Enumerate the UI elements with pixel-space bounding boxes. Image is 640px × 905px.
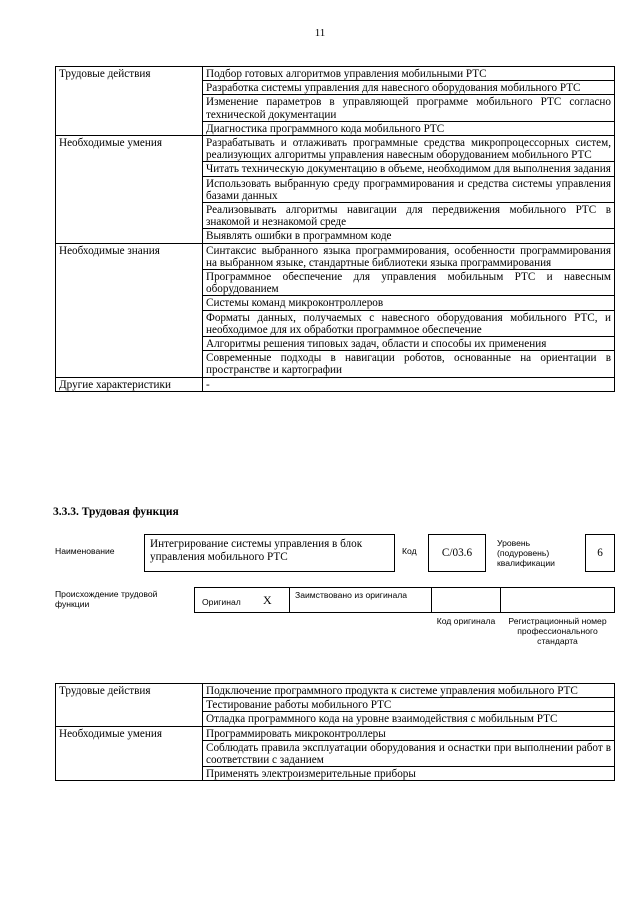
- reg-number-label: Регистрационный номер профессионального стандарта: [508, 616, 607, 646]
- row-item: Выявлять ошибки в программном коде: [203, 229, 615, 243]
- code-value-box: [428, 534, 486, 572]
- row-item: Разработка системы управления для навесного оборудования мобильного РТС: [203, 81, 615, 95]
- row-item: Системы команд микроконтроллеров: [203, 296, 615, 310]
- row-item: Синтаксис выбранного языка программирования, особенности программирования на выбранном языке, стандартные библиотеки языка программирования: [203, 243, 615, 269]
- borrowed-label: Заимствовано из оригинала: [295, 590, 408, 600]
- table-row: [56, 67, 615, 81]
- row-item: Отладка программного кода на уровне взаимодействия с мобильным РТС: [203, 712, 615, 726]
- level-label: Уровень (подуровень) квалификации: [497, 538, 555, 568]
- row-label: Трудовые действия: [56, 67, 203, 136]
- row-item: Форматы данных, получаемых с навесного оборудования мобильного РТС, и необходимое для их обработки программное обеспечение: [203, 310, 615, 336]
- table-row: [56, 726, 615, 740]
- row-label: Другие характеристики: [56, 377, 203, 391]
- original-mark: Х: [263, 593, 272, 607]
- row-item: -: [203, 377, 615, 391]
- labor-function-table-1: [55, 66, 615, 392]
- row-item: Разрабатывать и отлаживать программные средства микропроцессорных систем, реализующих алгоритмы управления навесным оборудованием мобильного РТС: [203, 136, 615, 162]
- row-item: Алгоритмы решения типовых задач, области и способы их применения: [203, 337, 615, 351]
- row-item: Подключение программного продукта к системе управления мобильного РТС: [203, 684, 615, 698]
- page-number: 11: [314, 27, 326, 39]
- reg-number-box: [500, 587, 615, 613]
- level-value-box: [585, 534, 615, 572]
- table-row: [56, 136, 615, 162]
- section-title: 3.3.3. Трудовая функция: [53, 506, 179, 518]
- row-item: Читать техническую документацию в объеме, необходимом для выполнения задания: [203, 162, 615, 176]
- labor-function-table-2: [55, 683, 615, 781]
- origin-label: Происхождение трудовой функции: [55, 589, 158, 609]
- row-label: Трудовые действия: [56, 684, 203, 727]
- name-label: Наименование: [55, 546, 115, 556]
- borrowed-box: [289, 587, 432, 613]
- name-value-box: [144, 534, 395, 572]
- row-item: Реализовывать алгоритмы навигации для передвижения мобильного РТС в знакомой и незнакомой среде: [203, 203, 615, 229]
- row-item: Тестирование работы мобильного РТС: [203, 698, 615, 712]
- row-item: Соблюдать правила эксплуатации оборудования и оснастки при выполнении работ в соответствии с заданием: [203, 740, 615, 766]
- row-item: Диагностика программного кода мобильного РТС: [203, 121, 615, 135]
- row-item: Изменение параметров в управляющей программе мобильного РТС согласно технической документации: [203, 95, 615, 121]
- row-label: Необходимые умения: [56, 726, 203, 781]
- level-value: 6: [597, 547, 603, 559]
- row-item: Программное обеспечение для управления мобильным РТС и навесным оборудованием: [203, 270, 615, 296]
- original-box: [194, 587, 290, 613]
- row-item: Подбор готовых алгоритмов управления мобильными РТС: [203, 67, 615, 81]
- code-original-box: [431, 587, 501, 613]
- row-label: Необходимые умения: [56, 136, 203, 244]
- row-label: Необходимые знания: [56, 243, 203, 377]
- row-item: Современные подходы в навигации роботов, основанные на ориентации в пространстве и картографии: [203, 351, 615, 377]
- code-original-label: Код оригинала: [436, 616, 496, 626]
- code-value: С/03.6: [441, 547, 473, 559]
- row-item: Программировать микроконтроллеры: [203, 726, 615, 740]
- row-item: Применять электроизмерительные приборы: [203, 767, 615, 781]
- table-row: [56, 684, 615, 698]
- table-row: [56, 377, 615, 391]
- original-label: Оригинал: [202, 597, 241, 607]
- code-label: Код: [402, 546, 417, 556]
- table-row: [56, 243, 615, 269]
- name-value: Интегрирование системы управления в блок управления мобильного РТС: [150, 538, 363, 563]
- row-item: Использовать выбранную среду программирования и средства системы управления базами данных: [203, 176, 615, 202]
